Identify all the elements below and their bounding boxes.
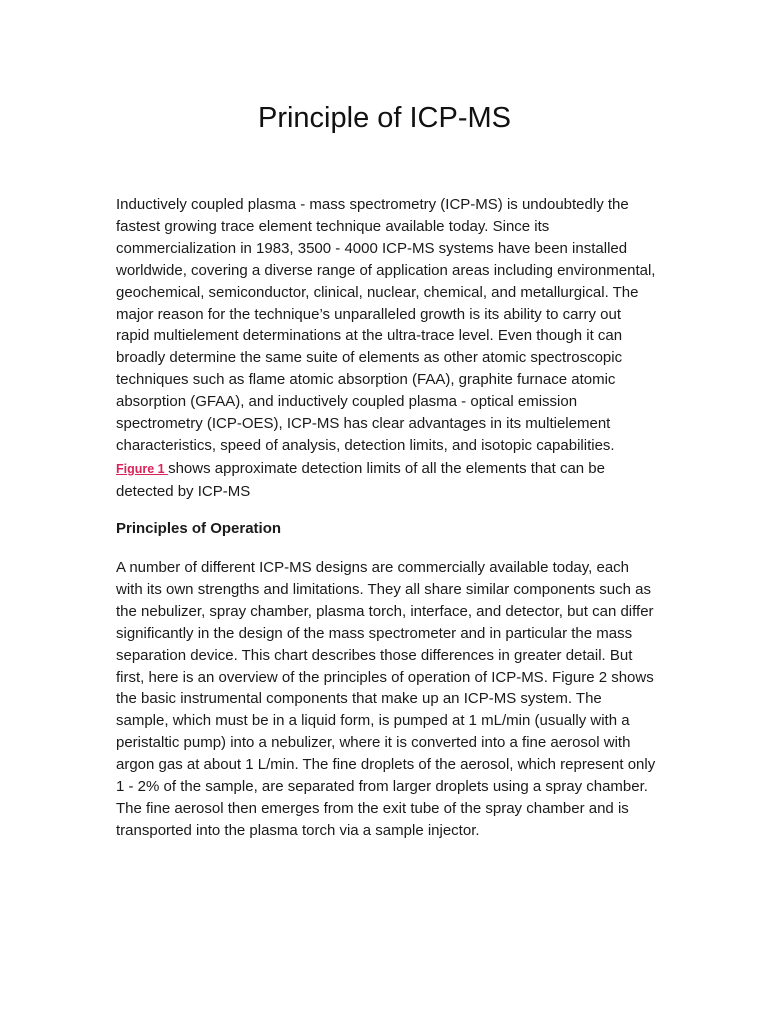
intro-text: Inductively coupled plasma - mass spectrometry (ICP-MS) is undoubtedly the fastest growing trace element technique available today. Since its commercialization in 1983, 3500 - 4000 ICP-MS systems have been installed worldwide, covering a diverse range of application areas including environmental, geochemical, semiconductor, clinical, nuclear, chemical, and metallurgical. The major reason for the technique’s unparalleled growth is its ability to carry out rapid multielement determinations at the ultra-trace level. Even though it can broadly determine the same suite of elements as other atomic spectroscopic techniques such as flame atomic absorption (FAA), graphite furnace atomic absorption (GFAA), and inductively coupled plasma - optical emission spectrometry (ICP-OES), ICP-MS has clear advantages in its multielement characteristics, speed of analysis, detection limits, and isotopic capabilities. <box>116 196 656 454</box>
operation-paragraph: A number of different ICP-MS designs are commercially available today, each with its own strengths and limitations. They all share similar components such as the nebulizer, spray chamber, plasma torch, interface, and detector, but can differ significantly in the design of the mass spectrometer and in particular the mass separation device. This chart describes those differences in greater detail. But first, here is an overview of the principles of operation of ICP-MS. Figure 2 shows the basic instrumental components that make up an ICP-MS system. The sample, which must be in a liquid form, is pumped at 1 mL/min (usually with a peristaltic pump) into a nebulizer, where it is converted into a fine aerosol with argon gas at about 1 L/min. The fine droplets of the aerosol, which represent only 1 - 2% of the sample, are separated from larger droplets using a spray chamber. The fine aerosol then emerges from the exit tube of the spray chamber and is transported into the plasma torch via a sample injector. <box>116 559 656 839</box>
intro-paragraph <box>116 194 656 503</box>
page-title: Principle of ICP-MS <box>257 102 511 134</box>
section-heading: Principles of Operation <box>116 520 282 537</box>
figure-1-link[interactable]: Figure 1 <box>116 461 169 476</box>
intro-text-continued: shows approximate detection limits of all the elements that can be detected by ICP-MS <box>116 459 605 500</box>
